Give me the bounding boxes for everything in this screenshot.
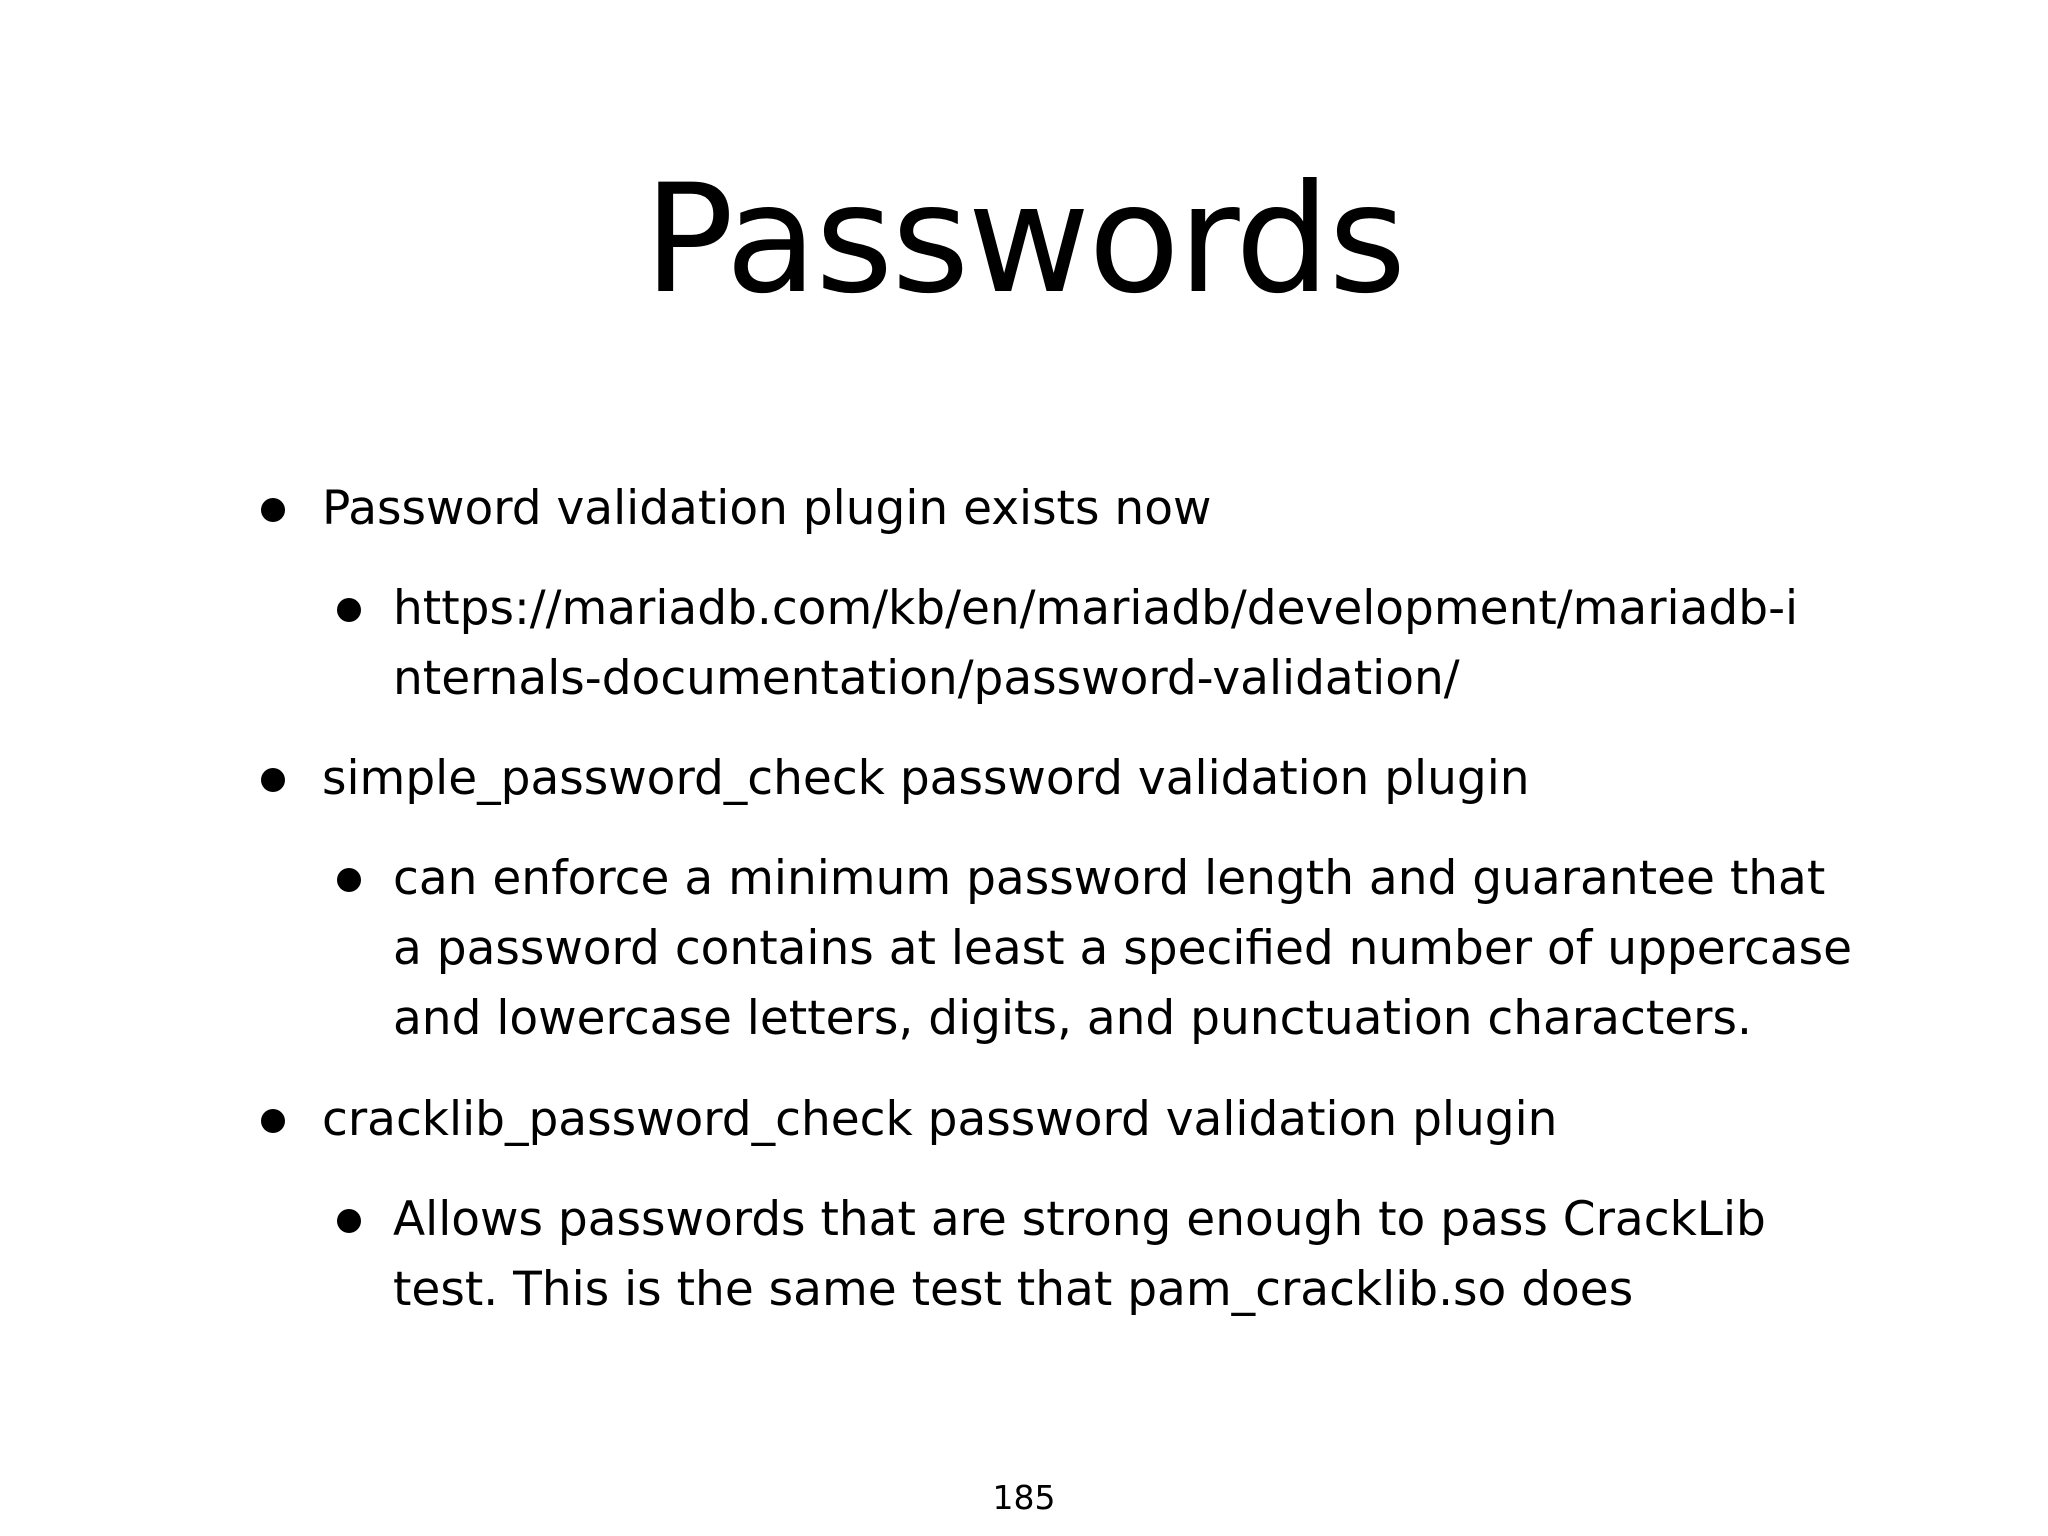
slide-title: Passwords — [643, 153, 1405, 327]
bullet-dot-icon — [337, 1209, 361, 1233]
bullet-text: simple_password_check password validation plugin — [322, 751, 1530, 806]
bullet-text: cracklib_password_check password validation plugin — [322, 1092, 1558, 1147]
bullet-text: Allows passwords that are strong enough to pass CrackLib test. This is the same test that pam_cracklib.so does — [393, 1192, 1766, 1317]
sub-bullet-item — [393, 574, 1893, 714]
bullet-dot-icon — [337, 868, 361, 892]
bullet-dot-icon — [261, 498, 285, 522]
bullet-text: can enforce a minimum password length and guarantee that a password contains at least a specified number of uppercase and lowercase letters, digits, and punctuation characters. — [393, 851, 1852, 1046]
sub-bullet-item — [393, 844, 1893, 1054]
page-number: 185 — [992, 1478, 1056, 1517]
bullet-item — [322, 744, 1882, 814]
bullet-item — [322, 1085, 1882, 1155]
bullet-dot-icon — [261, 1109, 285, 1133]
bullet-dot-icon — [261, 768, 285, 792]
bullet-dot-icon — [337, 598, 361, 622]
bullet-text: https://mariadb.com/kb/en/mariadb/development/mariadb-internals-documentation/password-validation/ — [393, 581, 1799, 706]
sub-bullet-item — [393, 1185, 1893, 1325]
bullet-text: Password validation plugin exists now — [322, 481, 1212, 536]
bullet-item — [322, 474, 1882, 544]
